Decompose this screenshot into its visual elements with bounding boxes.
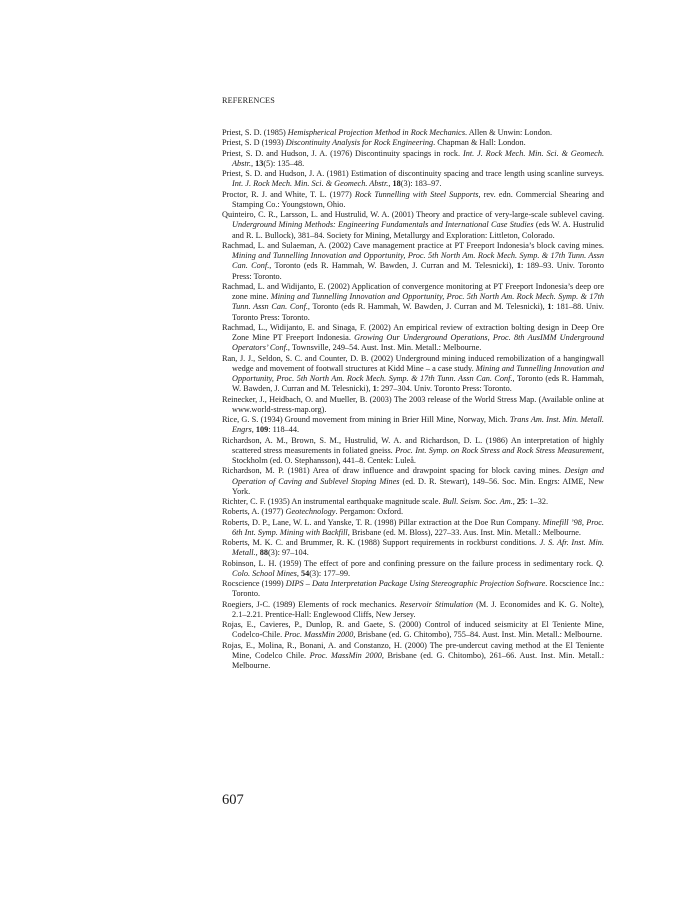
reference-entry: Roberts, M. K. C. and Brummer, R. K. (1988) Support requirements in rockburst conditions. J. S. Afr. Inst. Min. Metall., 88(3): 97–104. xyxy=(222,538,604,558)
reference-entry: Priest, S. D (1993) Discontinuity Analysis for Rock Engineering. Chapman & Hall: London. xyxy=(222,138,526,148)
reference-entry: Quinteiro, C. R., Larsson, L. and Hustrulid, W. A. (2001) Theory and practice of very-large-scale sublevel caving. Underground Mining Methods: Engineering Fundamentals and International Case Studies (eds W. A. Hustrulid and R. L. Bullock), 381–84. Society for Mining, Metallurgy and Exploration: Littleton, Colorado. xyxy=(222,210,604,240)
reference-entry: Reinecker, J., Heidbach, O. and Mueller, B. (2003) The 2003 release of the World Stress Map. (Available online at www.world-stress-map.org). xyxy=(222,394,604,414)
reference-entry: Priest, S. D. and Hudson, J. A. (1976) Discontinuity spacings in rock. Int. J. Rock Mech. Min. Sci. & Geomech. Abstr., 13(5): 135–48. xyxy=(222,148,605,168)
reference-entry: Priest, S. D. and Hudson, J. A. (1981) Estimation of discontinuity spacing and trace length using scanline surveys. Int. J. Rock Mech. Min. Sci. & Geomech. Abstr., 18(3): 183–97. xyxy=(222,169,604,189)
reference-entry: Rojas, E., Molina, R., Bonani, A. and Constanzo, H. (2000) The pre-undercut caving method at the El Teniente Mine, Codelco Chile. Proc. MassMin 2000, Brisbane (ed. G. Chitombo), 261–66. Aust. Inst. Min. Metall.: Melbourne. xyxy=(222,640,604,670)
reference-entry: Ran, J. J., Seldon, S. C. and Counter, D. B. (2002) Underground mining induced remobilization of a hangingwall wedge and movement of footwall structures at Kidd Mine – a case study. Mining and Tunnelling Innovation and Opportunity, Proc. 5th North Am. Rock Mech. Symp. & 17th Tunn. Assn Can. Conf., Toronto (eds R. Hammah, W. Bawden, J. Curran and M. Telesnicki), 1: 297–304. Univ. Toronto Press: Toronto. xyxy=(222,353,604,394)
reference-entry: Roberts, A. (1977) Geotechnology. Pergamon: Oxford. xyxy=(222,507,404,517)
running-header: REFERENCES xyxy=(222,96,275,105)
reference-entry: Priest, S. D. (1985) Hemispherical Projection Method in Rock Mechanics. Allen & Unwin: London. xyxy=(222,128,553,137)
reference-entry: Robinson, L. H. (1959) The effect of pore and confining pressure on the failure process in sedimentary rock. Q. Colo. School Mines, 54(3): 177–99. xyxy=(222,558,604,578)
reference-entry: Rachmad, L., Widijanto, E. and Sinaga, F. (2002) An empirical review of extraction bolting design in Deep Ore Zone Mine PT Freeport Indonesia. Growing Our Underground Operations, Proc. 8th AusIMM Underground Operators’ Conf., Townsville, 249–54. Aust. Inst. Min. Metall.: Melbourne. xyxy=(222,322,604,353)
reference-entry: Roberts, D. P., Lane, W. L. and Yanske, T. R. (1998) Pillar extraction at the Doe Run Company. Minefill ’98, Proc. 6th Int. Symp. Mining with Backfill, Brisbane (ed. M. Bloss), 227–33. Aus. Inst. Min. Metall.: Melbourne. xyxy=(222,517,604,537)
page-number: 607 xyxy=(222,792,244,808)
reference-entry: Rachmad, L. and Widijanto, E. (2002) Application of convergence monitoring at PT Freeport Indonesia’s deep ore zone mine. Mining and Tunnelling Innovation and Opportunity, Proc. 5th North Am. Rock Mech. Symp. & 17th Tunn. Assn Can. Conf., Toronto (eds R. Hammah, W. Bawden, J. Curran and M. Telesnicki), 1: 181–88. Univ. Toronto Press: Toronto. xyxy=(222,281,604,322)
reference-entry: Rocscience (1999) DIPS – Data Interpretation Package Using Stereographic Projection Software. Rocscience Inc.: Toronto. xyxy=(222,579,605,599)
reference-entry: Rachmad, L. and Sulaeman, A. (2002) Cave management practice at PT Freeport Indonesia’s block caving mines. Mining and Tunnelling Innovation and Opportunity, Proc. 5th North Am. Rock Mech. Symp. & 17th Tunn. Assn Can. Conf., Toronto (eds R. Hammah, W. Bawden, J. Curran and M. Telesnicki), 1: 189–93. Univ. Toronto Press: Toronto. xyxy=(222,240,604,281)
reference-entry: Proctor, R. J. and White, T. L. (1977) Rock Tunnelling with Steel Supports, rev. edn. Commercial Shearing and Stamping Co.: Youngstown, Ohio. xyxy=(222,189,604,209)
reference-entry: Richardson, A. M., Brown, S. M., Hustrulid, W. A. and Richardson, D. L. (1986) An interpretation of highly scattered stress measurements in foliated gneiss. Proc. Int. Symp. on Rock Stress and Rock Stress Measurement, Stockholm (ed. O. Stephansson), 441–8. Centek: Luleå. xyxy=(222,435,604,465)
reference-entry: Richardson, M. P. (1981) Area of draw influence and drawpoint spacing for block caving mines. Design and Operation of Caving and Sublevel Stoping Mines (ed. D. R. Stewart), 149–56. Soc. Min. Engrs: AIME, New York. xyxy=(222,466,605,496)
reference-entry: Roegiers, J-C. (1989) Elements of rock mechanics. Reservoir Stimulation (M. J. Economides and K. G. Nolte), 2.1–2.21. Prentice-Hall: Englewood Cliffs, New Jersey. xyxy=(222,599,604,619)
reference-entry: Rojas, E., Cavieres, P., Dunlop, R. and Gaete, S. (2000) Control of induced seismicity at El Teniente Mine, Codelco-Chile. Proc. MassMin 2000, Brisbane (ed. G. Chitombo), 755–84. Aust. Inst. Min. Metall.: Melbourne. xyxy=(222,620,604,640)
reference-entry: Richter, C. F. (1935) An instrumental earthquake magnitude scale. Bull. Seism. Soc. Am., 25: 1–32. xyxy=(222,497,549,506)
reference-entry: Rice, G. S. (1934) Ground movement from mining in Brier Hill Mine, Norway, Mich. Trans Am. Inst. Min. Metall. Engrs, 109: 118–44. xyxy=(222,415,604,435)
reference-list xyxy=(222,128,604,671)
